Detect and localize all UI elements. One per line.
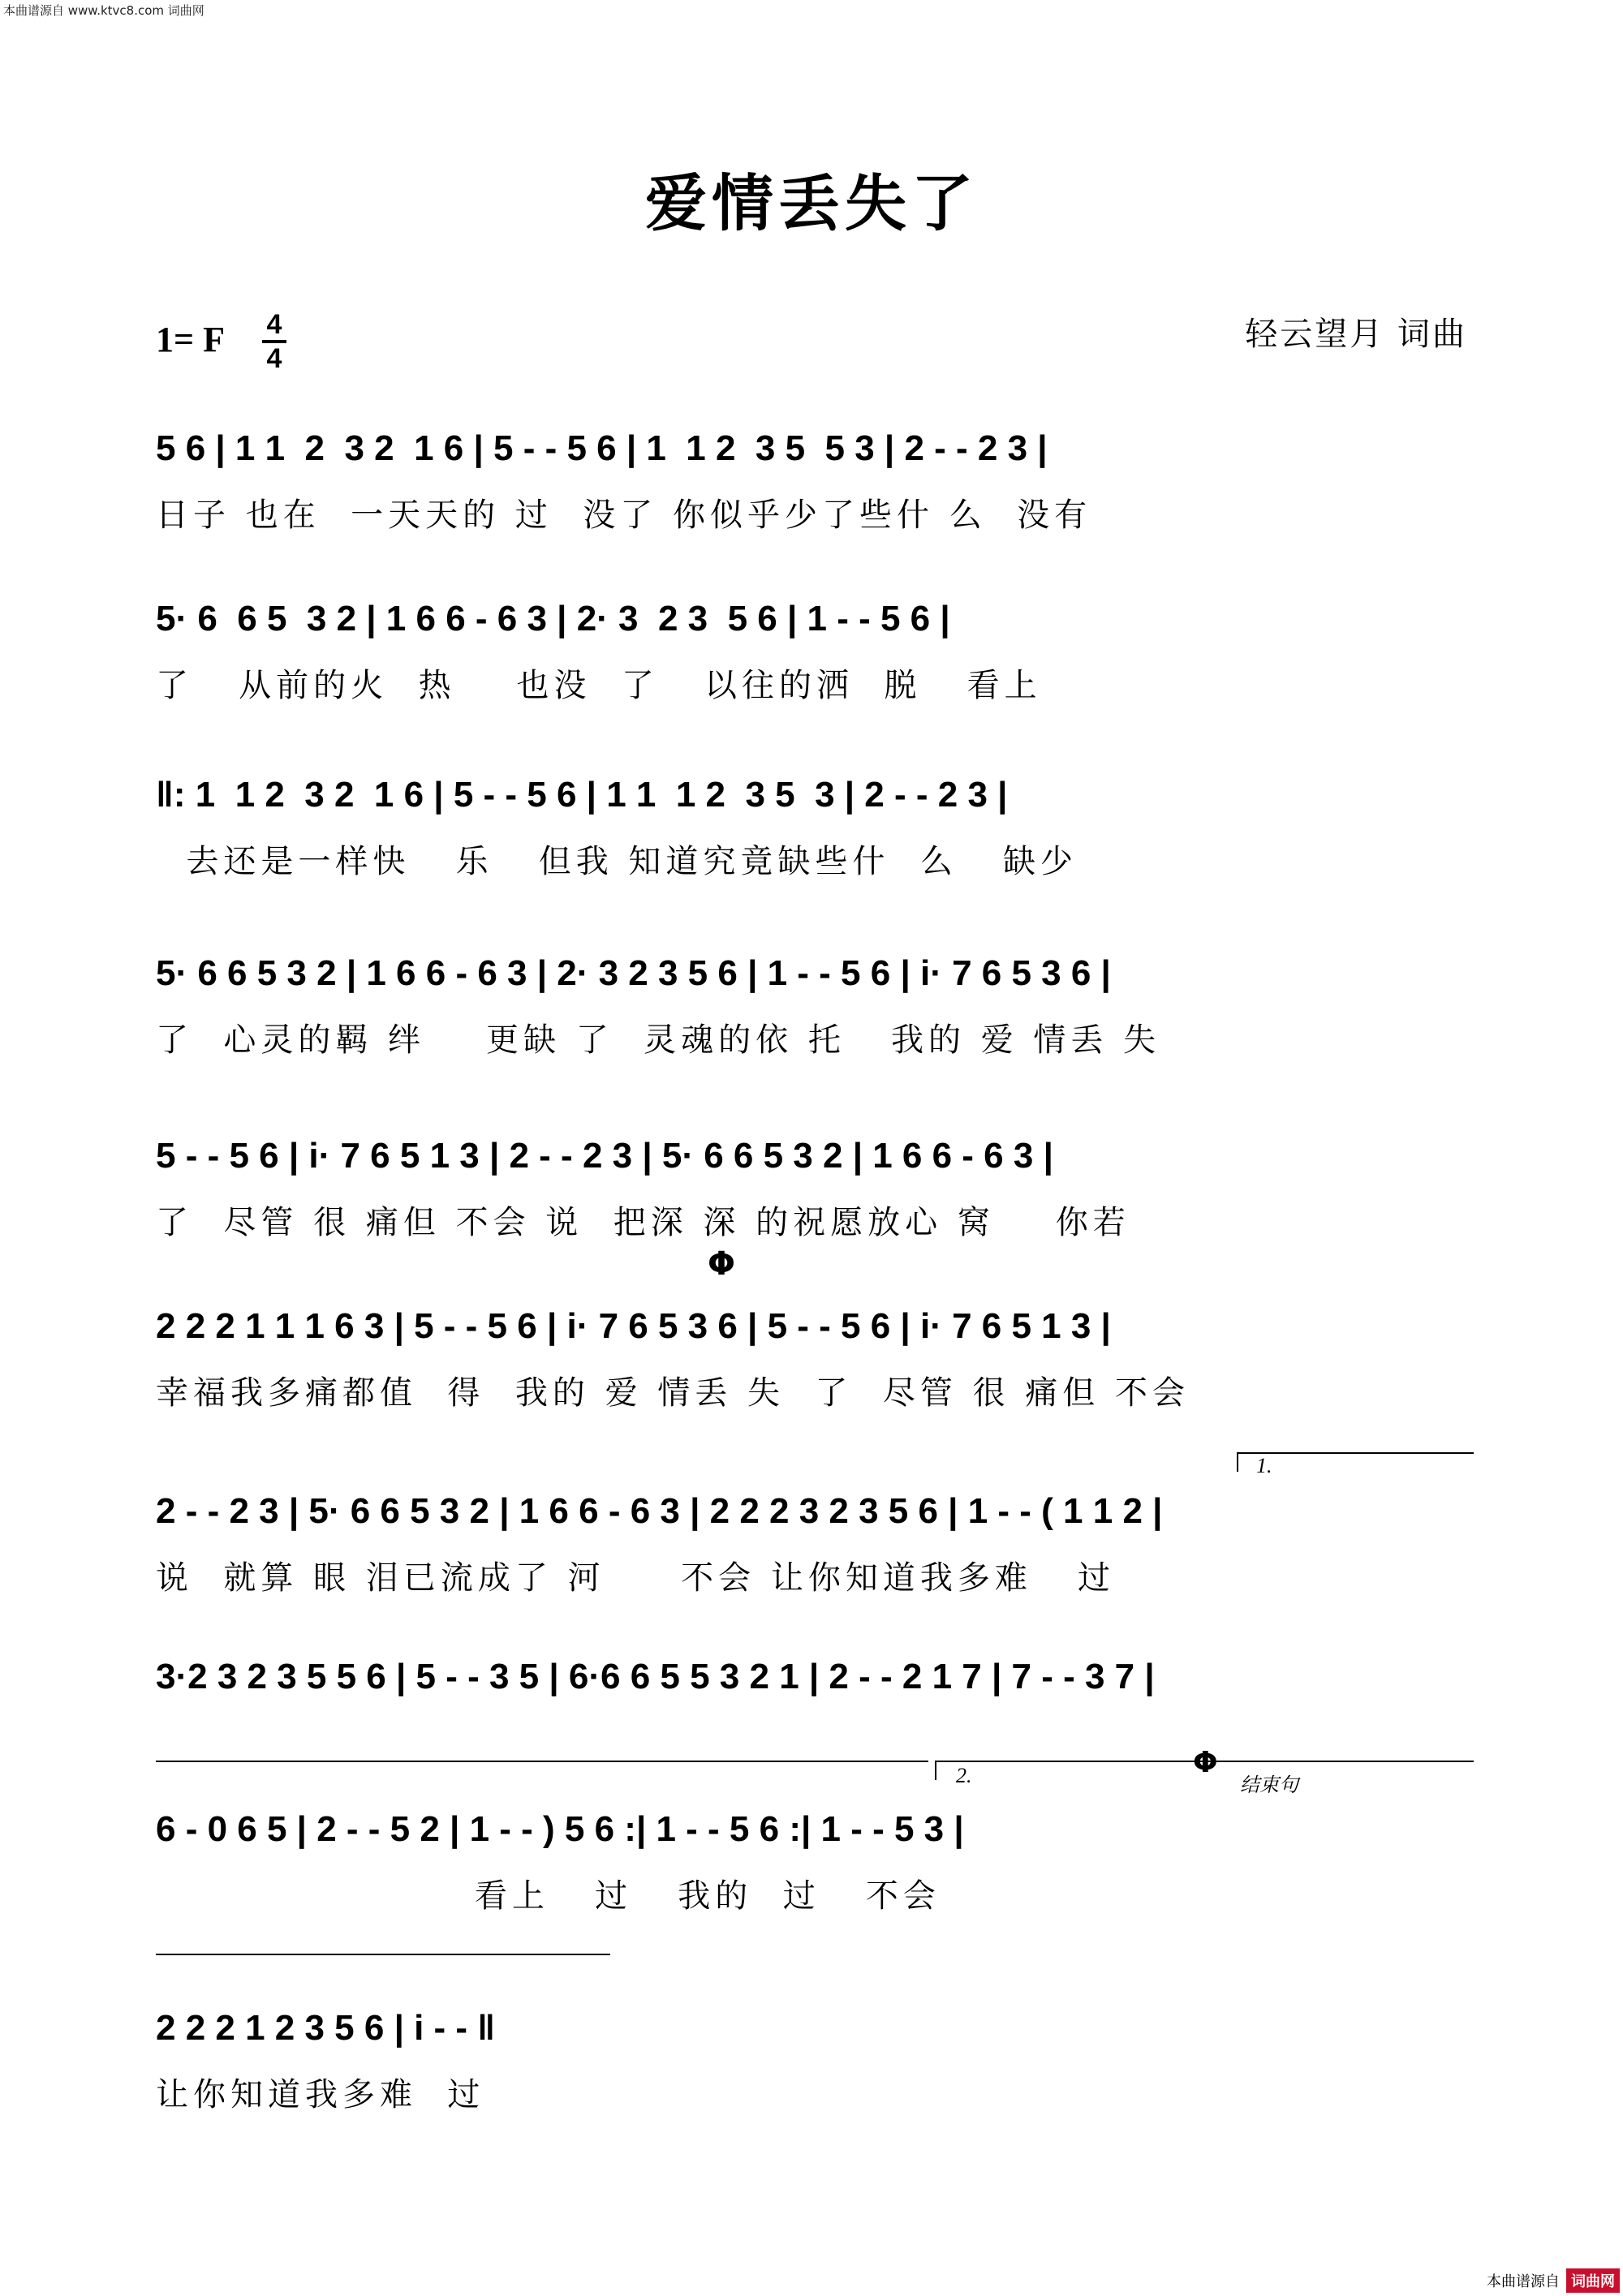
credits: 轻云望月 词曲: [1245, 316, 1467, 353]
coda-symbol: Φ: [708, 1245, 736, 1283]
notation-line: 5 - - 5 6 | i· 7 6 5 1 3 | 2 - - 2 3 | 5· 6 6 5 3 2 | 1 6 6 - 6 3 |: [156, 1136, 1053, 1176]
notation-line: 5· 6 6 5 3 2 | 1 6 6 - 6 3 | 2· 3 2 3 5 6 | 1 - - 5 6 |: [156, 599, 950, 638]
time-signature-top: 4: [266, 309, 282, 340]
coda-symbol-2: Φ: [1193, 1746, 1218, 1779]
lyrics-line: 了 尽管 很 痛但 不会 说 把深 深 的祝愿放心 窝 你若: [156, 1204, 1130, 1241]
key-signature: 1= F: [156, 320, 225, 359]
time-signature: [258, 310, 291, 373]
notation-line: 6 - 0 6 5 | 2 - - 5 2 | 1 - - ) 5 6 :| 1 - - 5 6 :| 1 - - 5 3 |: [156, 1809, 964, 1849]
lyrics-line: 让你知道我多难 过: [156, 2076, 485, 2113]
footer-watermark: [1487, 2268, 1620, 2293]
notation-line: 5 6 | 1 1 2 3 2 1 6 | 5 - - 5 6 | 1 1 2 3 5 5 3 | 2 - - 2 3 |: [156, 428, 1048, 468]
header-watermark: 本曲谱源自 www.ktvc8.com 词曲网: [3, 3, 204, 18]
footer-watermark-badge: 词曲网: [1566, 2268, 1620, 2293]
notation-line: 2 - - 2 3 | 5· 6 6 5 3 2 | 1 6 6 - 6 3 | 2 2 2 3 2 3 5 6 | 1 - - ( 1 1 2 |: [156, 1491, 1163, 1531]
lyrics-line: 了 心灵的羁 绊 更缺 了 灵魂的依 托 我的 爱 情丢 失: [156, 1021, 1161, 1059]
volta-2-label: 2.: [956, 1764, 972, 1787]
lyrics-line: 说 就算 眼 泪已流成了 河 不会 让你知道我多难 过: [156, 1559, 1116, 1597]
notation-line: 2 2 2 1 1 1 6 3 | 5 - - 5 6 | i· 7 6 5 3 6 | 5 - - 5 6 | i· 7 6 5 1 3 |: [156, 1306, 1111, 1346]
footer-watermark-text: 本曲谱源自: [1487, 2273, 1560, 2290]
volta-1-extension-line: [156, 1761, 928, 1762]
lyrics-line: 幸福我多痛都值 得 我的 爱 情丢 失 了 尽管 很 痛但 不会: [156, 1374, 1190, 1412]
volta-1-label: 1.: [1256, 1454, 1272, 1477]
coda-bracket-line: [156, 1954, 610, 1955]
time-signature-bottom: 4: [266, 343, 282, 374]
notation-line: ‖: 1 1 2 3 2 1 6 | 5 - - 5 6 | 1 1 1 2 3 5 3 | 2 - - 2 3 |: [156, 775, 1008, 815]
notation-line: 5· 6 6 5 3 2 | 1 6 6 - 6 3 | 2· 3 2 3 5 6 | 1 - - 5 6 | i· 7 6 5 3 6 |: [156, 953, 1111, 993]
song-title: 爱情丢失了: [645, 167, 978, 239]
coda-label: 结束句: [1240, 1774, 1298, 1796]
lyrics-line: 日子 也在 一天天的 过 没了 你似乎少了些什 么 没有: [156, 497, 1092, 534]
volta-1-bracket: [1237, 1452, 1474, 1472]
lyrics-line: 看上 过 我的 过 不会: [156, 1877, 941, 1915]
notation-line: 3·2 3 2 3 5 5 6 | 5 - - 3 5 | 6·6 6 5 5 3 2 1 | 2 - - 2 1 7 | 7 - - 3 7 |: [156, 1657, 1155, 1696]
lyrics-line: 了 从前的火 热 也没 了 以往的洒 脱 看上: [156, 667, 1042, 704]
notation-line: 2 2 2 1 2 3 5 6 | i - - ‖: [156, 2008, 496, 2048]
lyrics-line: 去还是一样快 乐 但我 知道究竟缺些什 么 缺少: [156, 843, 1078, 880]
